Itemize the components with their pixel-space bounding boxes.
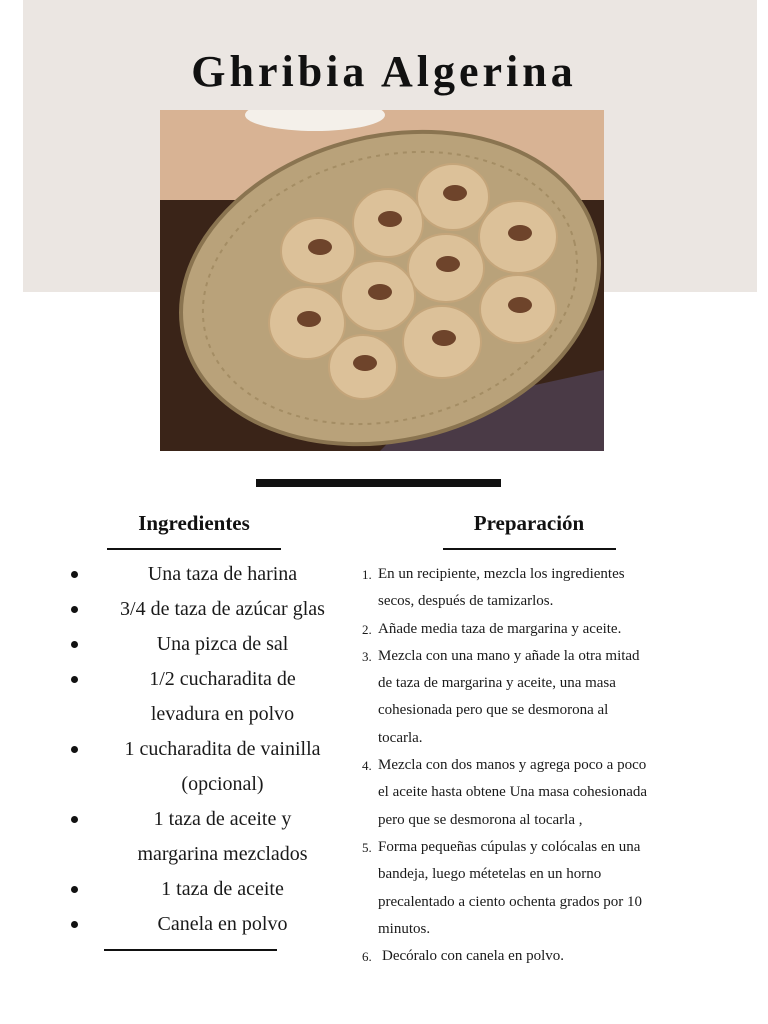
- step-line: tocarla.: [378, 729, 423, 746]
- ingredient-line: margarina mezclados: [137, 843, 308, 865]
- ingredient-line: Una taza de harina: [147, 563, 298, 585]
- step-line: de taza de margarina y aceite, una masa: [378, 675, 616, 692]
- bullet-icon: [71, 641, 78, 648]
- step-line: Forma pequeñas cúpulas y colócalas en una: [378, 838, 641, 855]
- preparation-step: [362, 943, 712, 970]
- preparation-step: [362, 561, 712, 616]
- cinnamon-dust: [443, 185, 467, 201]
- cinnamon-dust: [378, 211, 402, 227]
- preparation-step: [362, 643, 712, 752]
- ingredient-item: [60, 627, 345, 662]
- cinnamon-dust: [508, 297, 532, 313]
- preparation-step: [362, 834, 712, 943]
- step-line: Decóralo con canela en polvo.: [382, 948, 564, 965]
- cookies-on-tray-photo: [160, 110, 604, 451]
- cinnamon-dust: [353, 355, 377, 371]
- step-line: Añade media taza de margarina y aceite.: [378, 620, 622, 637]
- step-line: bandeja, luego métetelas en un horno: [378, 866, 602, 883]
- bullet-icon: [71, 886, 78, 893]
- preparation-list: [362, 561, 712, 970]
- ingredient-line: 1/2 cucharadita de: [149, 668, 296, 690]
- cinnamon-dust: [508, 225, 532, 241]
- preparation-step: [362, 616, 712, 643]
- cinnamon-dust: [432, 330, 456, 346]
- step-line: pero que se desmorona al tocarla ,: [378, 811, 583, 828]
- step-line: precalentado a ciento ochenta grados por 10: [378, 893, 643, 910]
- bullet-icon: [71, 746, 78, 753]
- step-number: 1.: [362, 567, 372, 582]
- cinnamon-dust: [436, 256, 460, 272]
- cinnamon-dust: [368, 284, 392, 300]
- page-title: Ghribia Algerina: [191, 47, 577, 96]
- ingredient-item: [60, 662, 345, 732]
- ingredient-line: 1 cucharadita de vainilla: [124, 738, 321, 760]
- step-number: 6.: [362, 949, 372, 965]
- ingredient-item: [60, 732, 345, 802]
- step-number: 5.: [362, 839, 372, 855]
- step-number: 4.: [362, 758, 372, 774]
- cinnamon-dust: [308, 239, 332, 255]
- ingredient-line: Una pizca de sal: [156, 633, 289, 655]
- bullet-icon: [71, 571, 78, 578]
- preparation-heading: Preparación: [473, 511, 585, 535]
- ingredients-list: [60, 557, 345, 942]
- step-line: secos, después de tamizarlos.: [378, 593, 554, 610]
- section-divider: [256, 479, 501, 487]
- ingredient-item: [60, 872, 345, 907]
- ingredient-item: [60, 802, 345, 872]
- step-line: En un recipiente, mezcla los ingredientes: [378, 566, 625, 582]
- bullet-icon: [71, 816, 78, 823]
- bullet-icon: [71, 676, 78, 683]
- ingredient-line: (opcional): [181, 773, 264, 795]
- bullet-icon: [71, 921, 78, 928]
- ingredient-item: [60, 907, 345, 942]
- cinnamon-dust: [297, 311, 321, 327]
- ingredients-end-rule: [104, 949, 277, 951]
- ingredient-line: levadura en polvo: [150, 703, 295, 725]
- preparation-heading-rule: [443, 548, 616, 550]
- bullet-icon: [71, 606, 78, 613]
- ingredient-line: 3/4 de taza de azúcar glas: [120, 598, 325, 620]
- step-line: Mezcla con una mano y añade la otra mitad: [378, 647, 640, 664]
- preparation-step: [362, 752, 712, 834]
- step-line: Mezcla con dos manos y agrega poco a poco: [378, 757, 647, 774]
- step-line: minutos.: [378, 920, 431, 937]
- ingredient-line: 1 taza de aceite: [161, 878, 284, 900]
- step-line: cohesionada pero que se desmorona al: [378, 702, 609, 719]
- ingredients-heading: Ingredientes: [138, 511, 250, 535]
- ingredient-line: Canela en polvo: [157, 913, 288, 935]
- ingredient-line: 1 taza de aceite y: [153, 808, 292, 830]
- ingredients-heading-rule: [107, 548, 281, 550]
- step-line: el aceite hasta obtene Una masa cohesionada: [378, 784, 648, 801]
- ingredient-item: [60, 592, 345, 627]
- step-number: 3.: [362, 648, 372, 664]
- step-number: 2.: [362, 621, 372, 637]
- ingredient-item: [60, 557, 345, 592]
